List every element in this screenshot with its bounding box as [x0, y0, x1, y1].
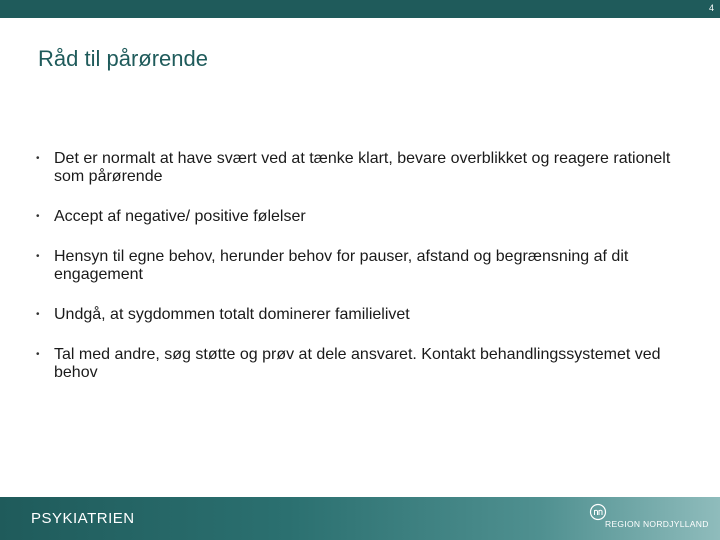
footer-bar	[0, 497, 720, 540]
page-number: 4	[708, 3, 714, 13]
bullet-text: Undgå, at sygdommen totalt dominerer familielivet	[54, 306, 410, 323]
bullet-marker: •	[36, 153, 40, 164]
bullet-text: Accept af negative/ positive følelser	[54, 208, 306, 225]
bullet-item	[36, 208, 696, 226]
bullet-marker: •	[36, 309, 40, 320]
bullet-item	[36, 248, 696, 284]
slide-title: Råd til pårørende	[38, 46, 208, 71]
bullet-marker: •	[36, 211, 40, 222]
bullet-marker: •	[36, 251, 40, 262]
top-bar	[0, 0, 720, 18]
bullet-text: Det er normalt at have svært ved at tænke klart, bevare overblikket og reagere rationelt som pårørende	[54, 150, 671, 185]
bullet-item	[36, 150, 696, 186]
bullet-item	[36, 346, 696, 382]
bullet-text: Tal med andre, søg støtte og prøv at dele ansvaret. Kontakt behandlingssystemet ved behov	[54, 346, 661, 381]
bullet-item	[36, 306, 696, 324]
psykiatrien-logo-text: PSYKIATRIEN	[31, 510, 135, 527]
bullet-text: Hensyn til egne behov, herunder behov for pauser, afstand og begrænsning af dit engagement	[54, 248, 629, 283]
bullet-marker: •	[36, 349, 40, 360]
region-nordjylland-text: REGION NORDJYLLAND	[605, 519, 709, 529]
bullet-list	[36, 150, 696, 404]
